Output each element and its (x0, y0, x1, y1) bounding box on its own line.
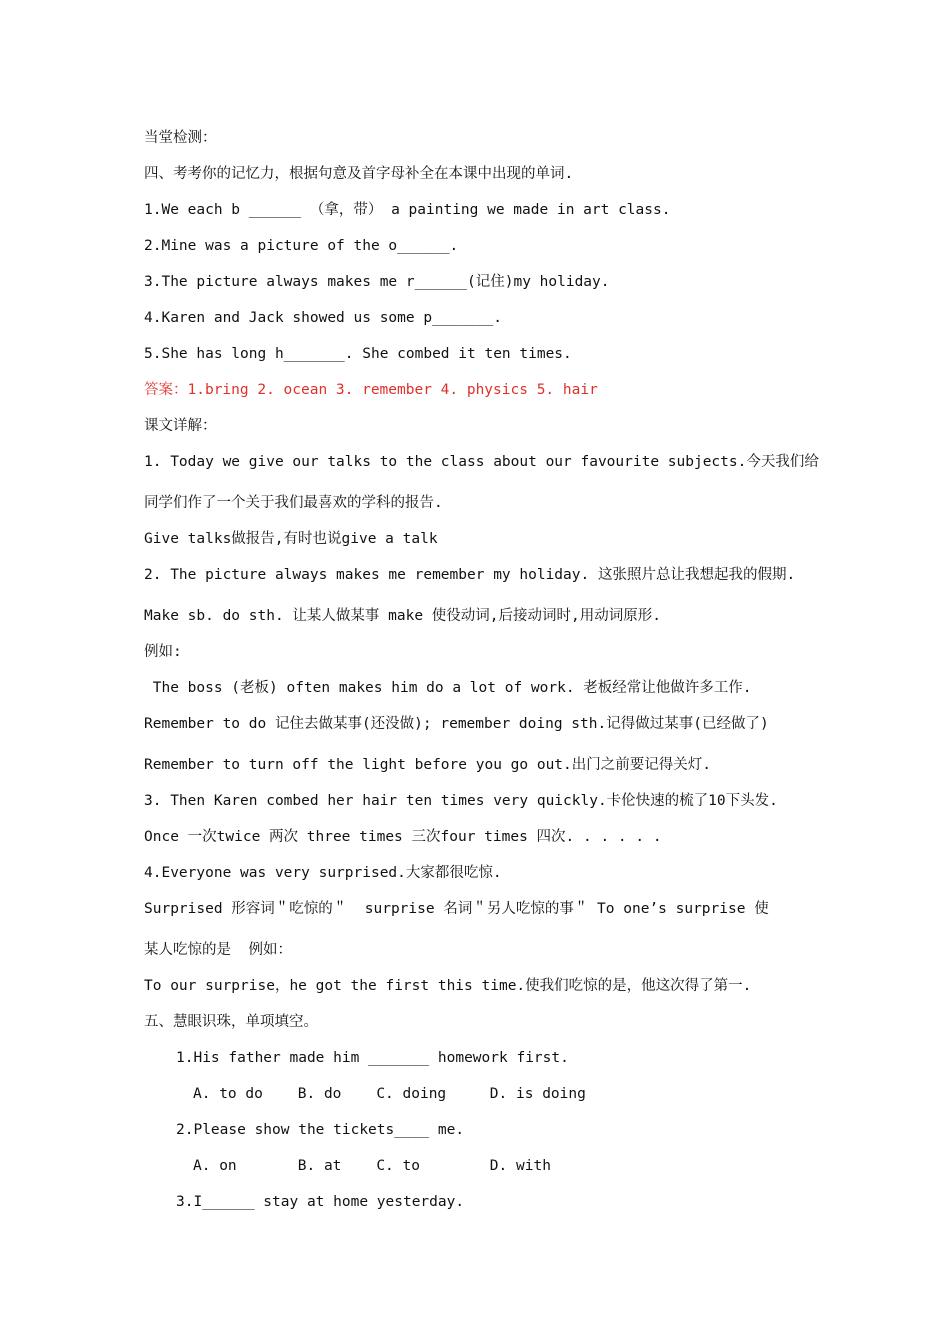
exercise-5-question-3: 3.I______ stay at home yesterday. (176, 1194, 465, 1210)
section-title-text-explanation: 课文详解： (144, 418, 217, 434)
exercise-5-question-1-options: A. to do B. do C. doing D. is doing (193, 1086, 586, 1102)
section-title-quiz: 当堂检测： (144, 130, 217, 146)
explanation-4-note-line-1: Surprised 形容词＂吃惊的＂ surprise 名词＂另人吃惊的事＂ To one’s surprise 使 (144, 901, 769, 917)
exercise-5-question-2: 2.Please show the tickets____ me. (176, 1122, 465, 1138)
exercise-5-instruction: 五、慧眼识珠，单项填空。 (144, 1014, 318, 1030)
exercise-5-question-1: 1.His father made him _______ homework first. (176, 1050, 569, 1066)
example-label: 例如: (144, 644, 182, 660)
answer-key: 答案：1.bring 2. ocean 3. remember 4. physics 5. hair (144, 382, 598, 398)
explanation-1-line-1: 1. Today we give our talks to the class about our favourite subjects.今天我们给 (144, 454, 819, 470)
exercise-4-item-4: 4.Karen and Jack showed us some p_______. (144, 310, 502, 326)
explanation-2-line-1: 2. The picture always makes me remember my holiday. 这张照片总让我想起我的假期. (144, 567, 796, 583)
exercise-4-instruction: 四、考考你的记忆力，根据句意及首字母补全在本课中出现的单词. (144, 166, 574, 182)
example-sentence-boss: The boss (老板) often makes him do a lot of work. 老板经常让他做许多工作. (144, 680, 752, 696)
explanation-1-note: Give talks做报告,有时也说give a talk (144, 531, 438, 547)
explanation-3-note: Once 一次twice 两次 three times 三次four times 四次. . . . . . (144, 829, 662, 845)
exercise-5-question-2-options: A. on B. at C. to D. with (193, 1158, 551, 1174)
exercise-4-item-2: 2.Mine was a picture of the o______. (144, 238, 459, 254)
surprise-example: To our surprise，he got the first this time.使我们吃惊的是，他这次得了第一. (144, 978, 752, 994)
remember-example: Remember to turn off the light before you go out.出门之前要记得关灯. (144, 757, 711, 773)
explanation-4-line-1: 4.Everyone was very surprised.大家都很吃惊. (144, 865, 502, 881)
explanation-1-line-2: 同学们作了一个关于我们最喜欢的学科的报告. (144, 495, 443, 511)
exercise-4-item-5: 5.She has long h_______. She combed it ten times. (144, 346, 572, 362)
explanation-4-note-line-2: 某人吃惊的是 例如： (144, 942, 292, 958)
remember-usage-note: Remember to do 记住去做某事(还没做); remember doing sth.记得做过某事(已经做了) (144, 716, 769, 732)
exercise-4-item-3: 3.The picture always makes me r______(记住)my holiday. (144, 274, 610, 290)
exercise-4-item-1: 1.We each b ______ （拿，带） a painting we made in art class. (144, 202, 671, 218)
explanation-2-note: Make sb. do sth. 让某人做某事 make 使役动词,后接动词时,用动词原形. (144, 608, 661, 624)
explanation-3-line-1: 3. Then Karen combed her hair ten times very quickly.卡伦快速的梳了10下头发. (144, 793, 778, 809)
